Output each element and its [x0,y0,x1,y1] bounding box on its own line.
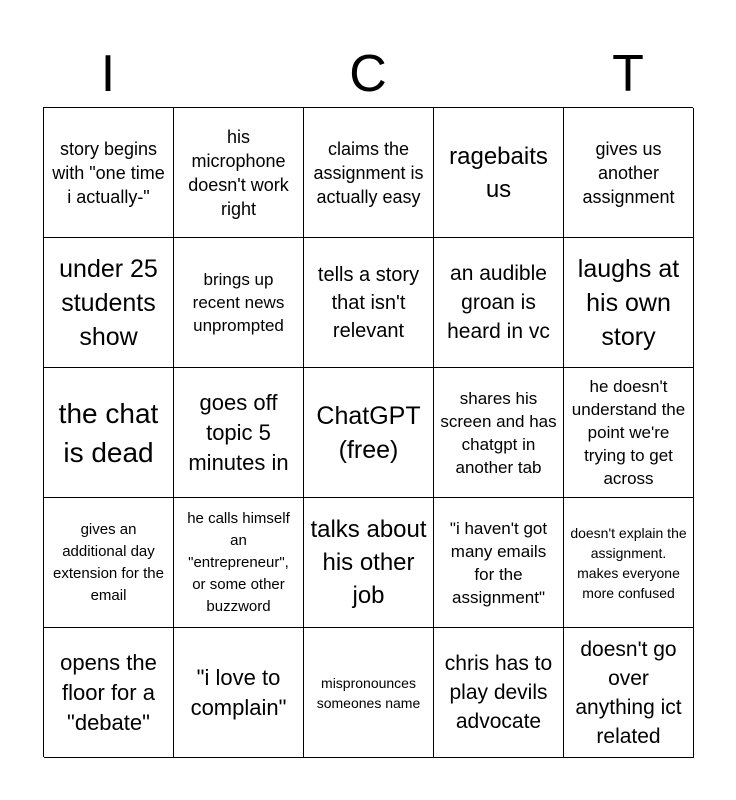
bingo-cell-text: shares his screen and has chatgpt in another tab [440,388,557,477]
bingo-cell-text: mispronounces someones name [316,674,421,711]
bingo-cell-text: opens the floor for a "debate" [60,649,157,735]
bingo-cell[interactable] [44,238,174,368]
bingo-cell[interactable] [174,238,304,368]
bingo-cell[interactable] [174,108,304,238]
bingo-cell-text: gives an additional day extension for the email [53,520,164,604]
bingo-cell-text: goes off topic 5 minutes in [188,389,289,475]
bingo-cell-text: story begins with "one time i actually-" [52,138,165,207]
bingo-cell-text: brings up recent news unprompted [192,270,285,335]
header-letter-5: T [612,45,644,103]
bingo-cell-text: doesn't explain the assignment. makes everyone more confused [570,524,687,601]
bingo-cell[interactable] [304,498,434,628]
bingo-header [43,40,693,108]
bingo-cell[interactable] [304,368,434,498]
bingo-cell[interactable] [434,238,564,368]
header-letter-3: C [349,45,387,103]
header-letter-2 [173,40,303,108]
bingo-cell-text: "i haven't got many emails for the assignment" [449,518,548,607]
bingo-cell-text: chris has to play devils advocate [444,652,553,733]
bingo-cell-text: ragebaits us [449,142,548,203]
bingo-card-grid [43,107,693,757]
header-letter-1: I [100,45,116,103]
bingo-cell-text: tells a story that isn't relevant [317,263,420,342]
bingo-cell[interactable] [564,498,694,628]
bingo-cell[interactable] [304,628,434,758]
bingo-cell[interactable] [564,108,694,238]
bingo-cell[interactable] [174,628,304,758]
bingo-cell[interactable] [44,498,174,628]
bingo-cell[interactable] [564,628,694,758]
bingo-cell-text: laughs at his own story [577,254,680,351]
bingo-cell[interactable] [564,238,694,368]
header-letter-4 [433,40,563,108]
bingo-cell-text: doesn't go over anything ict related [575,637,682,748]
bingo-cell[interactable] [44,628,174,758]
bingo-cell[interactable] [174,498,304,628]
bingo-cell[interactable] [564,368,694,498]
bingo-cell-text: "i love to complain" [190,664,287,720]
bingo-cell[interactable] [434,108,564,238]
bingo-cell-text: his microphone doesn't work right [188,126,289,219]
bingo-cell-text: under 25 students show [59,254,158,351]
bingo-cell-text: the chat is dead [58,397,159,468]
bingo-cell-text: an audible groan is heard in vc [447,262,550,343]
bingo-cell[interactable] [434,628,564,758]
bingo-cell[interactable] [434,498,564,628]
bingo-cell-text: he doesn't understand the point we're trying to get across [571,377,686,488]
bingo-cell-text: talks about his other job [310,516,427,609]
bingo-cell-text: ChatGPT (free) [316,401,421,464]
bingo-cell[interactable] [44,108,174,238]
bingo-cell[interactable] [304,108,434,238]
bingo-cell[interactable] [434,368,564,498]
bingo-cell-text: gives us another assignment [582,138,675,207]
bingo-cell[interactable] [174,368,304,498]
bingo-cell[interactable] [44,368,174,498]
bingo-cell-text: he calls himself an "entrepreneur", or some other buzzword [187,509,290,615]
bingo-cell-text: claims the assignment is actually easy [313,138,424,207]
bingo-cell[interactable] [304,238,434,368]
